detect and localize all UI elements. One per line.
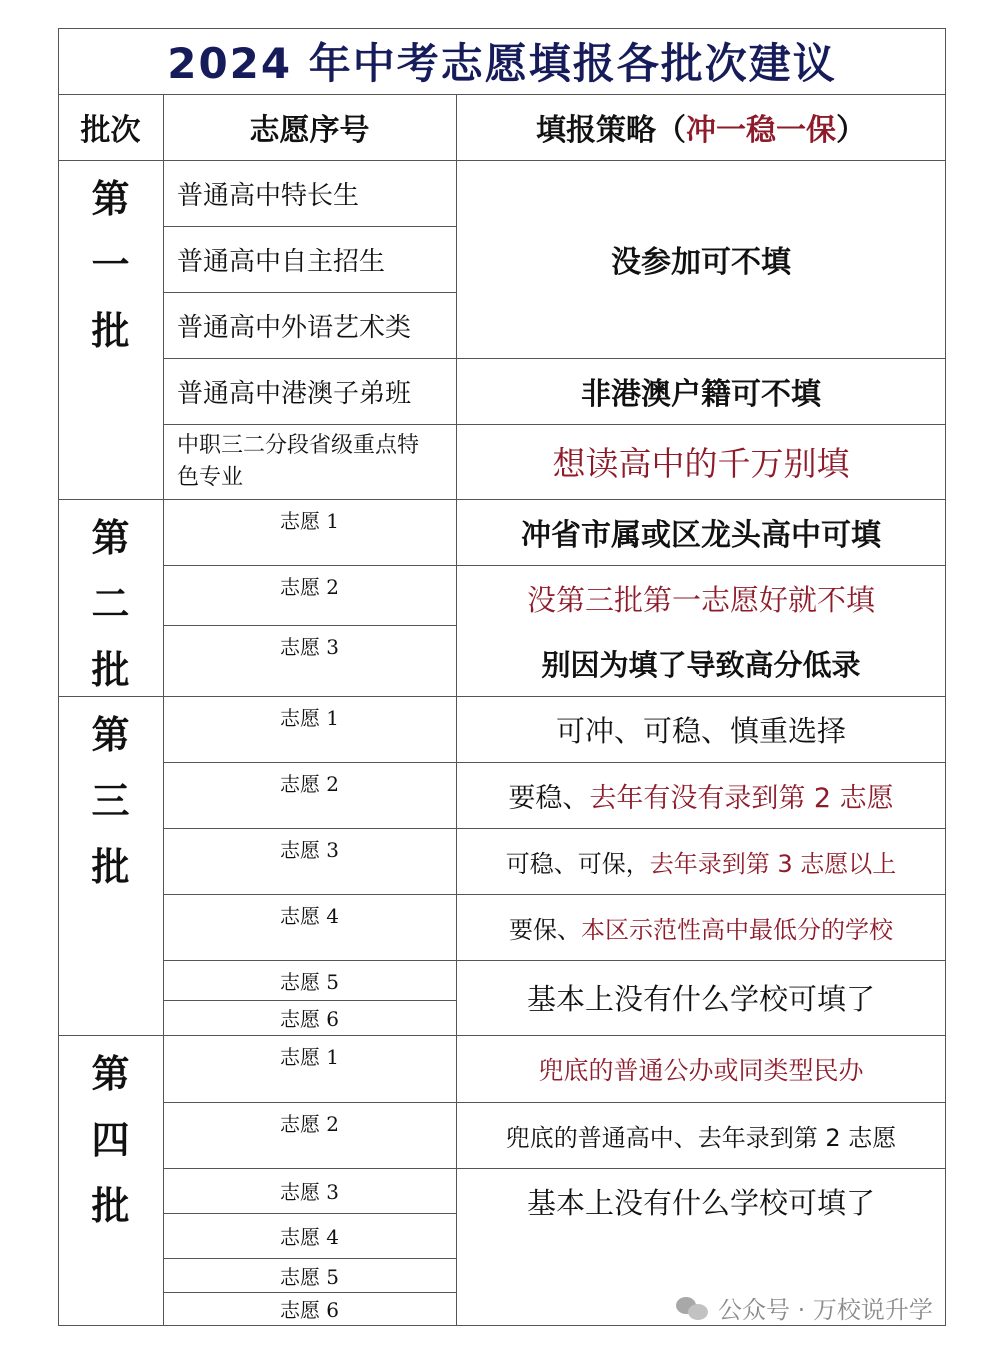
batch-char: 第 (91, 712, 130, 757)
batch-char: 一 (91, 242, 130, 287)
batch-3-choice: 志愿 5 (279, 969, 340, 994)
batch-char: 四 (91, 1117, 130, 1162)
batch-char: 第 (91, 176, 130, 221)
header-strategy-suffix: ） (836, 113, 866, 148)
wechat-icon (676, 1295, 710, 1321)
batch-2-choice: 志愿 1 (279, 509, 340, 533)
batch-1-item: 普通高中外语艺术类 (177, 312, 412, 343)
batch-3-choice: 志愿 3 (279, 838, 340, 862)
batch-char: 第 (91, 515, 130, 560)
strategy-red: 去年录到第 3 志愿以上 (649, 849, 897, 878)
border-bottom (58, 1325, 946, 1326)
batch-2-strategy: 没第三批第一志愿好就不填 (526, 582, 875, 617)
strategy-black: 要保、 (509, 915, 581, 944)
watermark (676, 1290, 933, 1325)
header-strategy (456, 94, 946, 160)
batch-char: 批 (91, 308, 130, 353)
batch-char: 第 (91, 1051, 130, 1096)
batch-2-strategy: 别因为填了导致高分低录 (541, 648, 861, 682)
header-strategy-prefix: 填报策略（ (536, 113, 686, 148)
page-title: 2024 年中考志愿填报各批次建议 (167, 39, 837, 88)
batch-char: 批 (91, 647, 130, 692)
batch-4-strategy: 兜底的普通公办或同类型民办 (538, 1055, 864, 1085)
strategy-black: 要稳、 (508, 782, 590, 814)
batch-4-choice: 志愿 2 (279, 1112, 340, 1136)
batch-1-label (58, 160, 163, 499)
batch-1-item: 普通高中特长生 (177, 180, 360, 211)
batch-4-label (58, 1035, 163, 1326)
batch-4-choice: 志愿 4 (279, 1225, 340, 1249)
strategy-red: 本区示范性高中最低分的学校 (581, 915, 893, 944)
batch-char: 批 (91, 1183, 130, 1228)
batch-2-choice: 志愿 2 (279, 575, 340, 599)
advice-table (58, 28, 946, 1326)
batch-4-choice: 志愿 5 (279, 1264, 340, 1289)
batch-3-choice: 志愿 4 (279, 904, 340, 928)
batch-3-strategy (456, 762, 946, 828)
batch-2-label (58, 499, 163, 696)
batch-3-choice: 志愿 2 (279, 772, 340, 796)
batch-3-strategy (456, 828, 946, 894)
batch-4-choice: 志愿 6 (279, 1298, 340, 1322)
strategy-black: 可稳、可保， (505, 849, 650, 878)
batch-char: 批 (91, 844, 130, 889)
batch-1-strategy: 非港澳户籍可不填 (581, 377, 821, 412)
batch-3-label (58, 696, 163, 1035)
batch-1-strategy: 没参加可不填 (611, 245, 791, 280)
header-strategy-highlight: 冲一稳一保 (686, 113, 836, 148)
batch-1-strategy: 想读高中的千万别填 (552, 444, 850, 483)
batch-4-choice: 志愿 1 (279, 1045, 340, 1069)
batch-3-choice: 志愿 1 (279, 706, 340, 730)
batch-1-item: 普通高中自主招生 (177, 246, 386, 277)
batch-4-strategy: 基本上没有什么学校可填了 (526, 1185, 875, 1220)
batch-2-choice: 志愿 3 (279, 635, 340, 659)
batch-3-strategy: 基本上没有什么学校可填了 (526, 982, 875, 1016)
batch-1-item: 中职三二分段省级重点特色专业 (177, 432, 420, 490)
batch-4-strategy: 兜底的普通高中、去年录到第 2 志愿 (505, 1123, 897, 1152)
header-batch: 批次 (80, 113, 141, 148)
batch-3-choice: 志愿 6 (279, 1007, 340, 1031)
batch-2-strategy: 冲省市属或区龙头高中可填 (521, 518, 881, 553)
watermark-text: 公众号 · 万校说升学 (718, 1296, 933, 1324)
batch-char: 二 (91, 581, 130, 626)
header-choice: 志愿序号 (249, 113, 370, 148)
batch-char: 三 (91, 778, 130, 823)
strategy-red: 去年有没有录到第 2 志愿 (589, 782, 894, 814)
batch-4-choice: 志愿 3 (279, 1180, 340, 1204)
batch-3-strategy: 可冲、可稳、慎重选择 (555, 713, 846, 748)
batch-3-strategy (456, 894, 946, 960)
batch-1-item: 普通高中港澳子弟班 (177, 378, 412, 409)
